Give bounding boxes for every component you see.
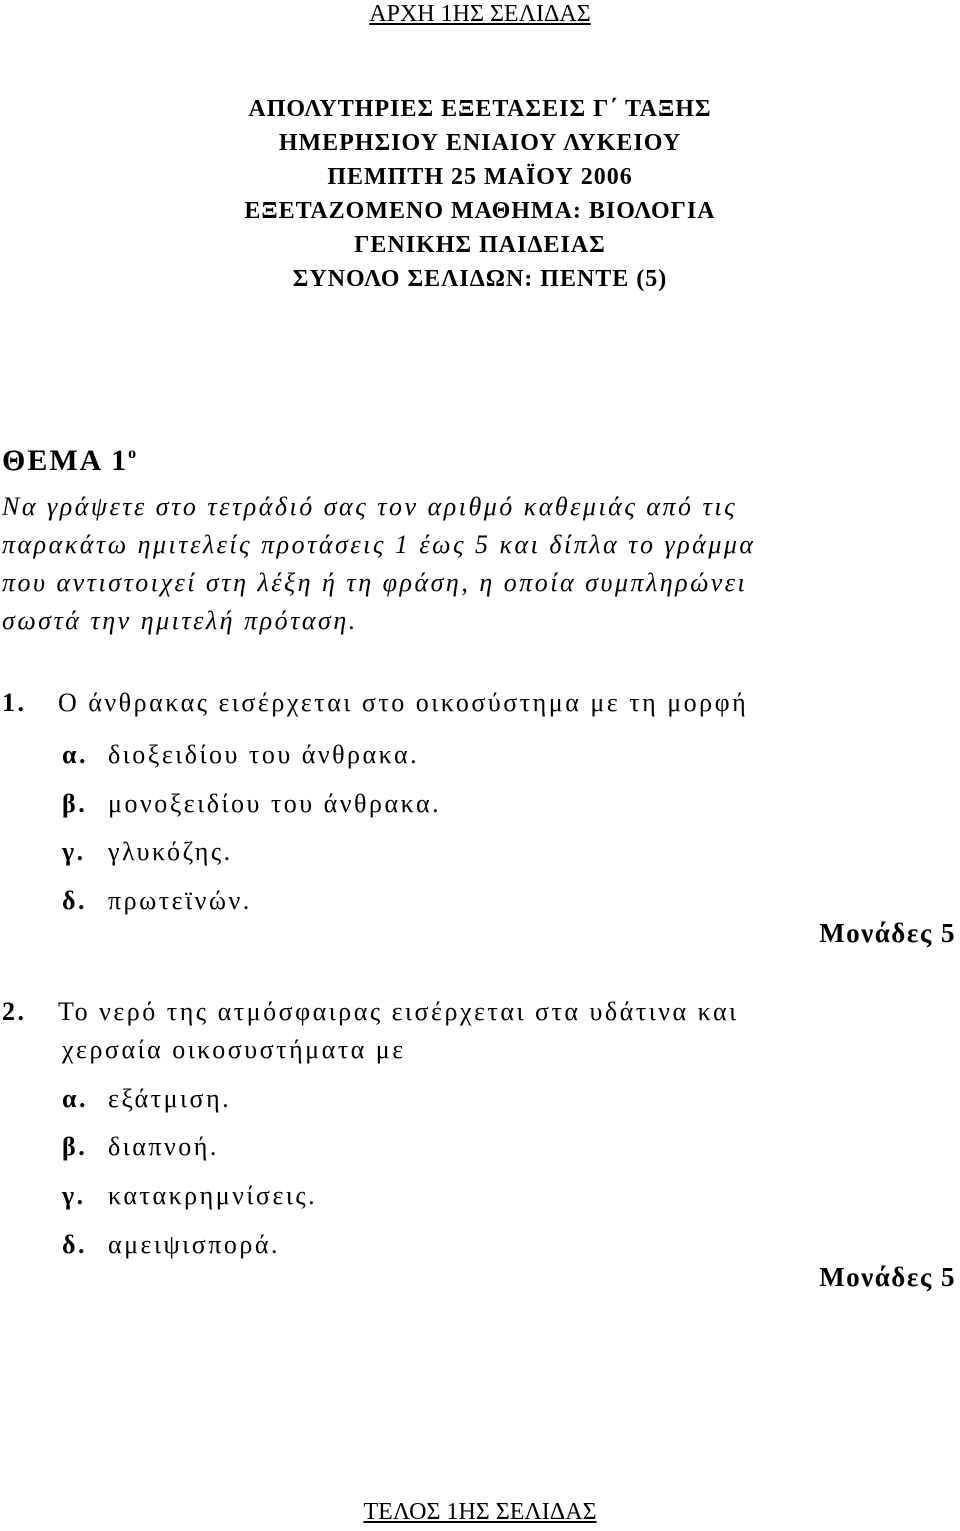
question-2-stem — [2, 993, 739, 1031]
question-1-stem — [2, 684, 748, 722]
question-1-marks: Μονάδες 5 — [819, 918, 956, 948]
topic-ordinal: ο — [128, 445, 139, 462]
question-1-option-b — [62, 785, 441, 823]
option-letter: γ. — [62, 837, 86, 866]
exam-header-line-1: ΑΠΟΛΥΤΗΡΙΕΣ ΕΞΕΤΑΣΕΙΣ Γ΄ ΤΑΞΗΣ — [248, 96, 712, 122]
option-text: αμειψισπορά. — [108, 1230, 280, 1259]
instructions — [2, 488, 958, 640]
question-2-option-c — [62, 1177, 317, 1215]
instructions-line: Να γράψετε στο τετράδιό σας τον αριθμό καθεμιάς από τις — [2, 492, 738, 521]
instructions-line: που αντιστοιχεί στη λέξη ή τη φράση, η οποία συμπληρώνει — [2, 568, 748, 597]
option-letter: α. — [62, 740, 89, 769]
page-footer: ΤΕΛΟΣ 1ΗΣ ΣΕΛΙΔΑΣ — [363, 1499, 597, 1525]
question-1-option-d — [62, 882, 252, 920]
instructions-line: σωστά την ημιτελή πρόταση. — [2, 606, 358, 635]
option-text: κατακρημνίσεις. — [108, 1181, 318, 1210]
exam-header-line-2: ΗΜΕΡΗΣΙΟΥ ΕΝΙΑΙΟΥ ΛΥΚΕΙΟΥ — [278, 130, 682, 156]
question-number: 1. — [2, 688, 27, 717]
question-text: Ο άνθρακας εισέρχεται στο οικοσύστημα με τη μορφή — [58, 688, 749, 717]
question-text: Το νερό της ατμόσφαιρας εισέρχεται στα υδάτινα και — [58, 997, 739, 1026]
option-letter: δ. — [62, 886, 87, 915]
option-letter: γ. — [62, 1181, 86, 1210]
page-header-top: ΑΡΧΗ 1ΗΣ ΣΕΛΙΔΑΣ — [369, 1, 591, 27]
question-2-option-d — [62, 1226, 280, 1264]
question-number: 2. — [2, 997, 27, 1026]
question-1-option-c — [62, 833, 233, 871]
option-text: γλυκόζης. — [108, 837, 233, 866]
option-letter: α. — [62, 1084, 89, 1113]
option-text: διοξειδίου του άνθρακα. — [108, 740, 420, 769]
exam-subject: ΕΞΕΤΑΖΟΜΕΝΟ ΜΑΘΗΜΑ: ΒΙΟΛΟΓΙΑ — [244, 198, 716, 224]
question-2-marks: Μονάδες 5 — [819, 1262, 956, 1292]
topic-label: ΘΕΜΑ 1 — [2, 444, 129, 477]
option-letter: δ. — [62, 1230, 87, 1259]
exam-page-count: ΣΥΝΟΛΟ ΣΕΛΙΔΩΝ: ΠΕΝΤΕ (5) — [292, 266, 668, 292]
option-text: εξάτμιση. — [108, 1084, 232, 1113]
topic-title — [2, 434, 138, 481]
option-letter: β. — [62, 1132, 88, 1161]
option-text: πρωτεϊνών. — [108, 886, 252, 915]
exam-subject-type: ΓΕΝΙΚΗΣ ΠΑΙΔΕΙΑΣ — [354, 232, 606, 258]
instructions-line: παρακάτω ημιτελείς προτάσεις 1 έως 5 και δίπλα το γράμμα — [2, 530, 756, 559]
question-2-stem-continued: χερσαία οικοσυστήματα με — [62, 1035, 406, 1064]
option-text: μονοξειδίου του άνθρακα. — [108, 789, 442, 818]
option-text: διαπνοή. — [108, 1132, 219, 1161]
option-letter: β. — [62, 789, 88, 818]
exam-date: ΠΕΜΠΤΗ 25 ΜΑΪΟΥ 2006 — [327, 164, 633, 190]
question-2-option-b — [62, 1128, 219, 1166]
question-1-option-a — [62, 736, 419, 774]
question-2-option-a — [62, 1080, 231, 1118]
